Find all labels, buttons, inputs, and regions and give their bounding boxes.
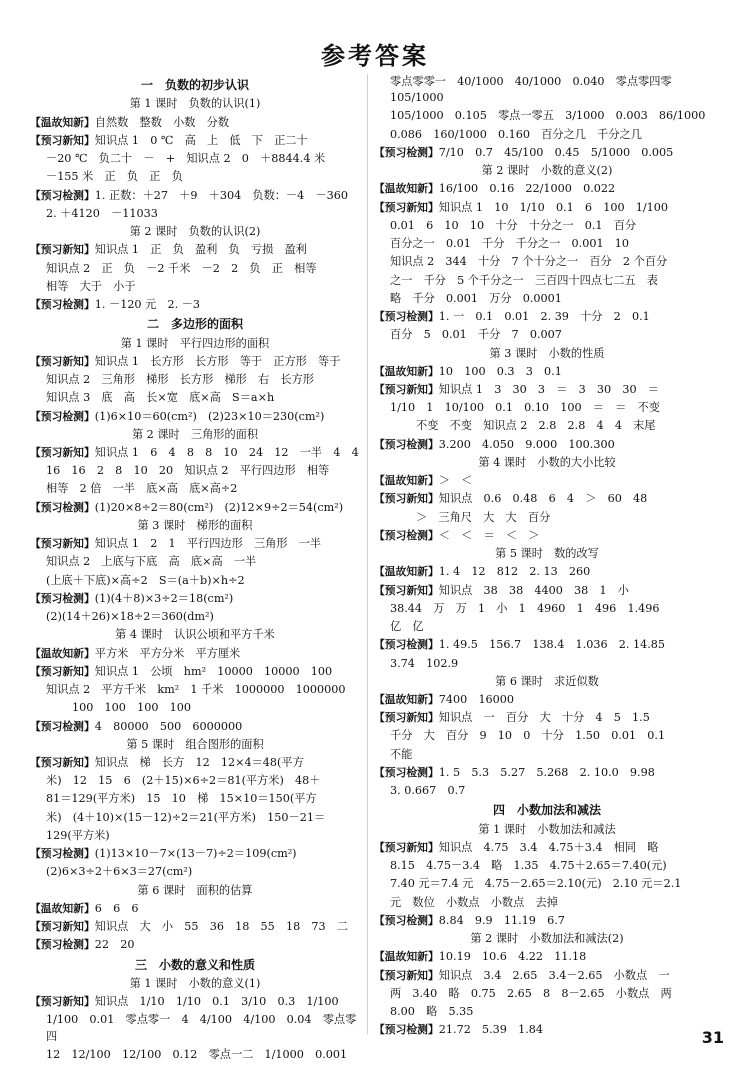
answer-line <box>30 791 360 807</box>
answer-line <box>30 481 360 497</box>
answer-line <box>374 765 720 781</box>
answer-line <box>30 261 360 277</box>
section-heading: 四 小数加法和减法 <box>492 803 601 818</box>
answer-text: 米) 12 15 6 (2＋15)×6÷2＝81(平方米) 48＋ <box>46 774 321 788</box>
answer-line <box>374 692 720 708</box>
answer-tag: 【预习检测】 <box>30 409 95 423</box>
answer-tag: 【预习检测】 <box>374 913 439 927</box>
answer-tag: 【预习新知】 <box>374 382 439 396</box>
answer-text: 知识点 2 344 十分 7 个十分之一 百分 2 个百分 <box>390 255 668 269</box>
answer-line <box>374 473 720 489</box>
lesson-heading: 第 6 课时 面积的估算 <box>137 883 253 897</box>
answer-tag: 【预习新知】 <box>30 243 95 257</box>
section-heading: 一 负数的初步认识 <box>140 78 249 92</box>
answer-text: 百分之一 0.01 千分 千分之一 0.001 10 <box>390 237 629 251</box>
answer-text: 10 100 0.3 3 0.1 <box>438 364 562 378</box>
answer-line <box>374 400 720 416</box>
lesson-heading: 第 5 课时 数的改写 <box>495 547 599 561</box>
lesson-heading: 第 2 课时 小数的意义(2) <box>481 164 613 178</box>
answer-line <box>30 573 360 589</box>
answer-tag: 【预习新知】 <box>30 920 95 934</box>
answer-line <box>374 783 720 799</box>
answer-line <box>374 418 720 434</box>
answer-tag: 【温故知新】 <box>30 901 95 915</box>
answer-line <box>374 1022 720 1038</box>
answer-tag: 【温故知新】 <box>374 364 439 378</box>
answer-tag: 【温故知新】 <box>30 115 95 129</box>
answer-line <box>374 437 720 453</box>
answer-tag: 【预习检测】 <box>30 719 95 733</box>
answer-line <box>374 364 720 380</box>
column-divider <box>367 74 368 1034</box>
lesson-heading: 第 1 课时 平行四边形的面积 <box>120 336 270 350</box>
answer-tag: 【温故知新】 <box>374 692 439 706</box>
answer-line <box>374 583 720 599</box>
answer-text: 100 100 100 100 <box>72 701 191 715</box>
answer-line <box>374 236 720 252</box>
answer-text: 自然数 整数 小数 分数 <box>94 115 230 129</box>
answer-tag: 【预习新知】 <box>374 841 439 854</box>
answer-tag: 【预习检测】 <box>374 437 439 451</box>
answer-text: 元 数位 小数点 小数点 去掉 <box>390 895 558 909</box>
answer-line <box>30 1012 360 1044</box>
page-number: 31 <box>701 1028 724 1047</box>
answer-text: (1)6×10＝60(cm²) (2)23×10＝230(cm²) <box>94 409 325 423</box>
answer-line <box>374 913 720 929</box>
answer-text: －155 米 正 负 正 负 <box>46 170 183 184</box>
answer-line <box>30 755 360 771</box>
answer-line <box>374 382 720 398</box>
answer-text: 之一 千分 5 个千分之一 三百四十四点七二五 表 <box>390 273 658 287</box>
answer-line <box>30 664 360 680</box>
answer-text: 4 80000 500 6000000 <box>94 719 243 733</box>
answer-line <box>30 700 360 716</box>
answer-text: 7400 16000 <box>438 692 515 706</box>
answer-line <box>374 637 720 653</box>
lesson-heading: 第 2 课时 负数的认识(2) <box>129 225 261 239</box>
answer-text: 平方米 平方分米 平方厘米 <box>94 646 241 660</box>
answer-text: (上底＋下底)×高÷2 S＝(a＋b)×h÷2 <box>46 573 245 587</box>
answer-line <box>374 656 720 672</box>
answer-line <box>30 536 360 552</box>
answer-line <box>30 719 360 735</box>
answer-tag: 【预习新知】 <box>374 711 439 725</box>
answer-line <box>374 254 720 270</box>
answer-text: 21.72 5.39 1.84 <box>438 1023 544 1037</box>
answer-text: 两 3.40 略 0.75 2.65 8 8－2.65 小数点 两 <box>390 986 672 1000</box>
answer-text: 零点零零一 40/1000 40/1000 0.040 零点零四零 105/1000 <box>390 75 683 105</box>
answer-line <box>30 279 360 295</box>
answer-text: (2)6×3÷2＋6×3＝27(cm²) <box>46 865 193 879</box>
answer-text: 1. 5 5.3 5.27 5.268 2. 10.0 9.98 <box>438 765 655 779</box>
answer-line <box>30 372 360 388</box>
answer-text: 知识点 1 2 1 平行四边形 三角形 一半 <box>94 537 322 551</box>
answer-text: 知识点 1 3 30 3 ＝ 3 30 30 ＝ <box>438 382 659 396</box>
answer-text: 8.15 4.75－3.4 略 1.35 4.75＋2.65＝7.40(元) <box>390 859 667 873</box>
answer-text: 相等 2 倍 一半 底×高 底×高÷2 <box>46 482 238 496</box>
answer-text: 不能 <box>390 747 413 761</box>
answer-line <box>374 619 720 635</box>
answer-text: 知识点 大 小 55 36 18 55 18 73 二 <box>94 920 349 934</box>
answer-text: 3.200 4.050 9.000 100.300 <box>438 437 615 451</box>
lesson-heading: 第 1 课时 小数加法和减法 <box>478 822 616 836</box>
answer-line <box>30 409 360 425</box>
answer-tag: 【预习新知】 <box>30 133 95 147</box>
answer-line <box>30 500 360 516</box>
answer-tag: 【预习新知】 <box>30 446 95 459</box>
answer-line <box>374 327 720 343</box>
answer-line <box>30 682 360 698</box>
answer-text: 知识点 2 正 负 －2 千米 －2 2 负 正 相等 <box>46 261 317 275</box>
answer-tag: 【预习新知】 <box>374 583 439 597</box>
answer-text: 知识点 梯 长方 12 12×4＝48(平方 <box>94 755 304 769</box>
answer-line <box>374 564 720 580</box>
answer-tag: 【预习新知】 <box>30 664 95 678</box>
answer-text: 百分 5 0.01 千分 7 0.007 <box>390 328 562 342</box>
answer-text: (1)20×8÷2＝80(cm²) (2)12×9÷2＝54(cm²) <box>94 500 344 514</box>
answer-text: 16 16 2 8 10 20 知识点 2 平行四边形 相等 <box>46 464 330 478</box>
answer-line <box>374 291 720 307</box>
answer-tag: 【预习检测】 <box>374 528 439 542</box>
answer-text: 知识点 2 平方千米 km² 1 千米 1000000 1000000 <box>46 683 346 697</box>
answer-text: 知识点 1 0 ℃ 高 上 低 下 正二十 <box>94 133 308 147</box>
answer-text: 7/10 0.7 45/100 0.45 5/1000 0.005 <box>438 145 674 159</box>
answer-text: 0.086 160/1000 0.160 百分之几 千分之几 <box>390 127 642 141</box>
answer-tag: 【预习检测】 <box>30 500 95 514</box>
answer-line <box>374 127 720 143</box>
answer-line <box>30 115 360 131</box>
answer-tag: 【预习新知】 <box>30 354 95 368</box>
answer-line <box>30 864 360 880</box>
answer-line <box>374 949 720 965</box>
answer-tag: 【预习检测】 <box>374 310 439 324</box>
left-column <box>30 74 360 1065</box>
answer-line <box>374 510 720 526</box>
answer-text: 知识点 1 长方形 长方形 等于 正方形 等于 <box>94 354 341 368</box>
answer-line <box>374 491 720 507</box>
answer-tag: 【温故知新】 <box>374 182 439 196</box>
answer-line <box>374 108 720 124</box>
answer-text: 1. 4 12 812 2. 13 260 <box>438 565 591 579</box>
answer-text: 知识点 1 6 4 8 8 10 24 12 一半 4 4 <box>94 446 359 459</box>
answer-tag: 【预习新知】 <box>374 968 439 982</box>
answer-line <box>374 858 720 874</box>
answer-line <box>30 646 360 662</box>
answer-text: 38.44 万 万 1 小 1 4960 1 496 1.496 <box>390 601 660 615</box>
answer-text: 知识点 4.75 3.4 4.75＋3.4 相同 略 <box>438 841 659 854</box>
answer-line <box>30 463 360 479</box>
answer-tag: 【预习检测】 <box>374 638 439 652</box>
lesson-heading: 第 6 课时 求近似数 <box>495 674 599 688</box>
answer-text: 3. 0.667 0.7 <box>390 784 466 798</box>
answer-tag: 【预习检测】 <box>30 938 95 952</box>
answer-tag: 【预习新知】 <box>374 200 439 214</box>
answer-text: 知识点 2 上底与下底 高 底×高 一半 <box>46 555 257 569</box>
answer-line <box>374 145 720 161</box>
answer-text: (1)(4＋8)×3÷2＝18(cm²) <box>94 591 234 605</box>
answer-text: 1/10 1 10/100 0.1 0.10 100 ＝ ＝ 不变 <box>390 401 660 415</box>
answer-text: 105/1000 0.105 零点一零五 3/1000 0.003 86/1000 <box>390 109 706 123</box>
section-heading: 二 多边形的面积 <box>146 317 243 332</box>
answer-line <box>374 895 720 911</box>
answer-line <box>30 1047 360 1063</box>
answer-text: 知识点 2 三角形 梯形 长方形 梯形 右 长方形 <box>46 373 314 387</box>
answer-text: ＞ 三角尺 大 大 百分 <box>416 510 551 524</box>
answer-line <box>30 445 360 461</box>
answer-text: 3.74 102.9 <box>390 656 459 670</box>
answer-text: 81＝129(平方米) 15 10 梯 15×10＝150(平方 <box>46 792 317 806</box>
answer-text: 1/100 0.01 零点零一 4 4/100 4/100 0.04 零点零四 <box>46 1013 357 1043</box>
answer-text: 8.00 略 5.35 <box>390 1005 474 1019</box>
answer-line <box>30 846 360 862</box>
answer-text: 1. －120 元 2. －3 <box>94 297 201 311</box>
answer-text: 知识点 一 百分 大 十分 4 5 1.5 <box>438 711 650 725</box>
lesson-heading: 第 3 课时 小数的性质 <box>489 346 605 360</box>
answer-tag: 【预习新知】 <box>374 492 439 506</box>
answer-line <box>30 390 360 406</box>
answer-line <box>30 937 360 953</box>
answer-tag: 【预习新知】 <box>30 995 95 1009</box>
answer-tag: 【预习新知】 <box>30 755 95 769</box>
answer-text: －20 ℃ 负二十 － + 知识点 2 0 ＋8844.4 米 <box>46 152 326 166</box>
answer-line <box>30 994 360 1010</box>
lesson-heading: 第 4 课时 认识公顷和平方千米 <box>115 628 275 642</box>
page-title: 参考答案 <box>321 42 429 70</box>
answer-line <box>30 609 360 625</box>
answer-line <box>30 554 360 570</box>
answer-line <box>374 200 720 216</box>
answer-line <box>374 1004 720 1020</box>
answer-text: 1. 正数：＋27 ＋9 ＋304 负数：－4 －360 <box>94 188 349 202</box>
answer-text: 10.19 10.6 4.22 11.18 <box>438 950 587 964</box>
answer-line <box>374 728 720 744</box>
answer-line <box>374 528 720 544</box>
answer-text: 相等 大于 小于 <box>46 279 136 293</box>
answer-text: 1. 一 0.1 0.01 2. 39 十分 2 0.1 <box>438 310 650 324</box>
answer-text: 知识点 3 底 高 长×宽 底×高 S＝a×h <box>46 391 275 405</box>
answer-text: 2. ＋4120 －11033 <box>46 206 158 220</box>
answer-line <box>30 206 360 222</box>
answer-text: 知识点 3.4 2.65 3.4－2.65 小数点 一 <box>438 968 670 982</box>
answer-line <box>374 74 720 106</box>
answer-tag: 【预习新知】 <box>30 537 95 551</box>
answer-tag: 【预习检测】 <box>374 765 439 779</box>
answer-text: 知识点 1 公顷 hm² 10000 10000 100 <box>94 664 333 678</box>
answer-text: 6 6 6 <box>94 901 139 915</box>
answer-tag: 【温故知新】 <box>374 474 439 488</box>
answer-text: 千分 大 百分 9 10 0 十分 1.50 0.01 0.1 <box>390 729 666 743</box>
answer-line <box>374 181 720 197</box>
answer-line <box>30 151 360 167</box>
answer-text: 0.01 6 10 10 十分 十分之一 0.1 百分 <box>390 218 637 232</box>
answer-text: 知识点 1 10 1/10 0.1 6 100 1/100 <box>438 200 669 214</box>
answer-line <box>30 919 360 935</box>
answer-line <box>30 591 360 607</box>
answer-tag: 【温故知新】 <box>374 565 439 579</box>
answer-line <box>30 773 360 789</box>
answer-text: 米) (4＋10)×(15－12)÷2＝21(平方米) 150－21＝ <box>46 810 326 824</box>
answer-tag: 【预习检测】 <box>30 847 95 861</box>
answer-line <box>30 297 360 313</box>
answer-tag: 【预习检测】 <box>30 188 95 202</box>
lesson-heading: 第 1 课时 负数的认识(1) <box>129 97 261 111</box>
answer-line <box>30 810 360 826</box>
answer-text: 知识点 1 正 负 盈利 负 亏损 盈利 <box>94 243 307 257</box>
answer-text: 亿 亿 <box>390 620 424 634</box>
answer-line <box>374 273 720 289</box>
answer-line <box>30 901 360 917</box>
answer-text: 不变 不变 知识点 2 2.8 2.8 4 4 末尾 <box>416 419 656 433</box>
answer-line <box>374 986 720 1002</box>
answer-line <box>374 601 720 617</box>
answer-text: 16/100 0.16 22/1000 0.022 <box>438 182 616 196</box>
lesson-heading: 第 1 课时 小数的意义(1) <box>129 976 261 990</box>
answer-line <box>374 747 720 763</box>
answer-tag: 【预习检测】 <box>374 1023 439 1037</box>
lesson-heading: 第 4 课时 小数的大小比较 <box>478 455 616 469</box>
answer-text: 22 20 <box>94 938 135 952</box>
answer-line <box>374 710 720 726</box>
right-column <box>374 74 720 1041</box>
answer-text: 知识点 1/10 1/10 0.1 3/10 0.3 1/100 <box>94 995 339 1009</box>
answer-text: ＜ ＜ ＝ ＜ ＞ <box>438 528 540 542</box>
answer-line <box>374 218 720 234</box>
answer-tag: 【预习检测】 <box>30 591 95 605</box>
answer-text: 12 12/100 12/100 0.12 零点一二 1/1000 0.001 <box>46 1047 348 1061</box>
answer-text: 知识点 38 38 4400 38 1 小 <box>438 583 629 597</box>
answer-tag: 【温故知新】 <box>374 950 439 964</box>
answer-text: 略 千分 0.001 万分 0.0001 <box>390 291 562 305</box>
answer-text: 129(平方米) <box>46 828 110 842</box>
answer-line <box>374 968 720 984</box>
lesson-heading: 第 2 课时 三角形的面积 <box>131 427 259 441</box>
answer-line <box>30 242 360 258</box>
answer-line <box>374 876 720 892</box>
answer-text: ＞ ＜ <box>438 474 473 488</box>
answer-line <box>374 840 720 856</box>
answer-text: 1. 49.5 156.7 138.4 1.036 2. 14.85 <box>438 638 666 652</box>
answer-line <box>30 188 360 204</box>
answer-line <box>30 169 360 185</box>
answer-tag: 【温故知新】 <box>30 646 95 660</box>
answer-tag: 【预习检测】 <box>374 145 439 159</box>
answer-line <box>374 309 720 325</box>
answer-text: 知识点 0.6 0.48 6 4 ＞ 60 48 <box>438 492 648 506</box>
answer-text: 7.40 元＝7.4 元 4.75－2.65＝2.10(元) 2.10 元＝2.1 <box>390 877 682 891</box>
answer-line <box>30 133 360 149</box>
answer-tag: 【预习检测】 <box>30 297 95 311</box>
answer-text: (2)(14＋26)×18÷2＝360(dm²) <box>46 610 214 624</box>
answer-line <box>30 354 360 370</box>
lesson-heading: 第 3 课时 梯形的面积 <box>137 518 253 532</box>
lesson-heading: 第 5 课时 组合图形的面积 <box>126 737 264 751</box>
lesson-heading: 第 2 课时 小数加法和减法(2) <box>470 932 624 946</box>
answer-line <box>30 828 360 844</box>
answer-text: (1)13×10－7×(13－7)÷2＝109(cm²) <box>94 847 297 861</box>
answer-text: 8.84 9.9 11.19 6.7 <box>438 913 565 927</box>
section-heading: 三 小数的意义和性质 <box>134 957 255 972</box>
